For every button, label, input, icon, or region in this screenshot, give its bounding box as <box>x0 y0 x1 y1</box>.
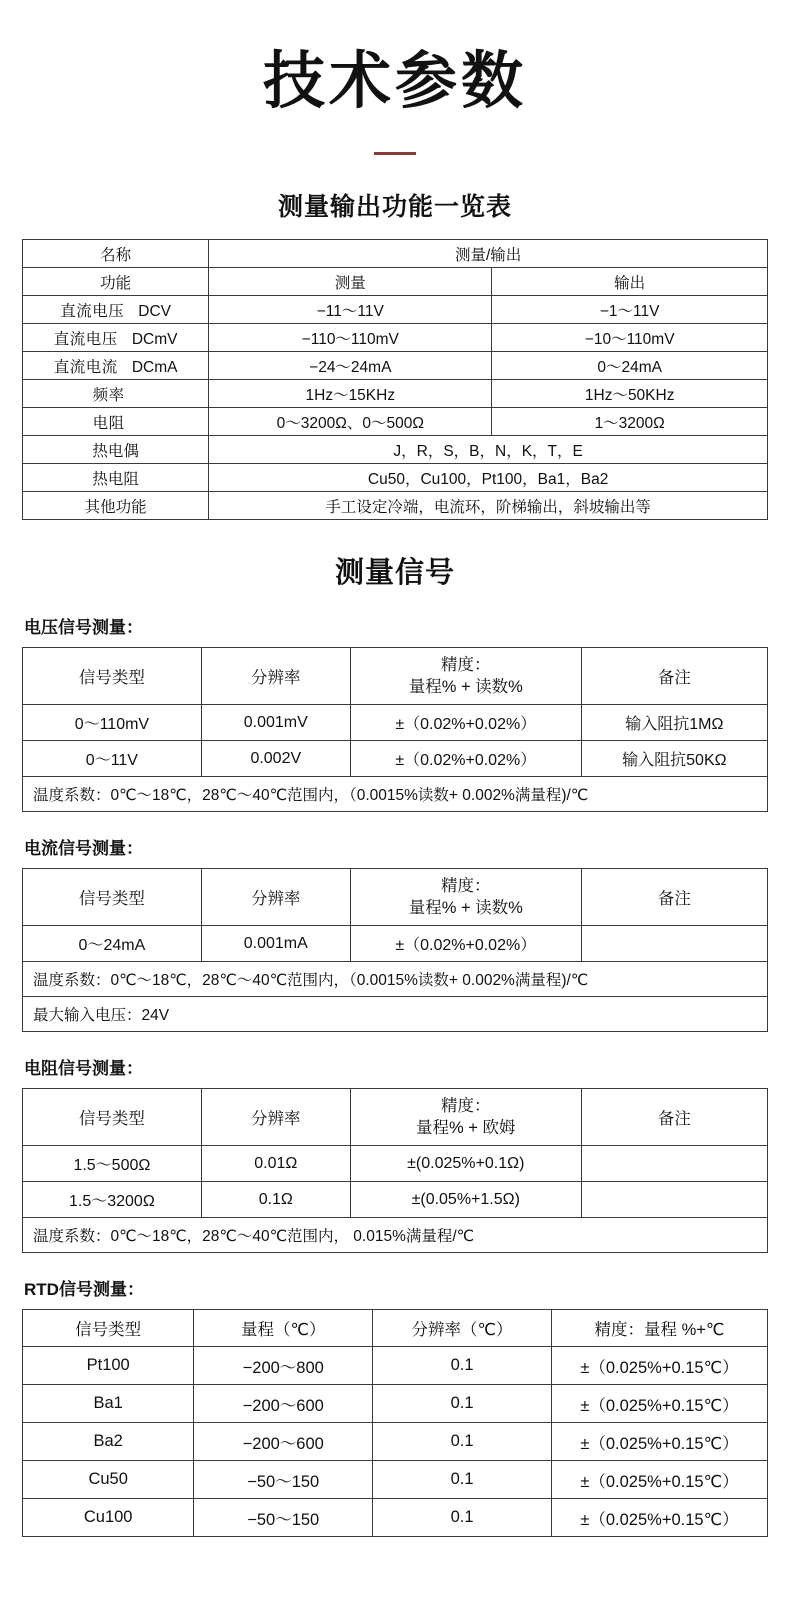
cell-range: −200～600 <box>194 1385 373 1423</box>
cell-resolution: 0.1 <box>373 1499 552 1537</box>
table-row <box>23 741 768 777</box>
overview-header-output: 输出 <box>492 268 768 296</box>
cell-resolution: 0.002V <box>201 741 350 777</box>
overview-heading: 测量输出功能一览表 <box>277 193 512 222</box>
resistance-table <box>22 1088 768 1253</box>
cell-accuracy: ±（0.02%+0.02%） <box>350 705 581 741</box>
cell-signal-type: Cu100 <box>23 1499 194 1537</box>
table-row <box>23 1146 768 1182</box>
signal-section-heading: 测量信号 <box>334 557 455 590</box>
header-accuracy-line2: 量程% + 读数% <box>408 899 523 918</box>
note-temperature-coefficient: 温度系数：0℃～18℃，28℃～40℃范围内，（0.0015%读数+ 0.002%满量程)/℃ <box>23 777 768 812</box>
header-resolution: 分辨率 <box>201 869 350 926</box>
header-remark: 备注 <box>581 648 767 705</box>
cell-accuracy: ±（0.025%+0.15℃） <box>551 1347 767 1385</box>
cell-resolution: 0.1 <box>373 1385 552 1423</box>
table-row <box>23 352 768 380</box>
table-row <box>23 1310 768 1347</box>
cell-remark <box>581 1146 767 1182</box>
table-row <box>23 436 768 464</box>
overview-row-output: −1～11V <box>492 296 768 324</box>
overview-header-name: 名称 <box>23 240 209 268</box>
header-signal-type: 信号类型 <box>23 1089 202 1146</box>
overview-row-name-text: 直流电压 <box>53 330 118 348</box>
overview-header-function: 功能 <box>23 268 209 296</box>
table-row <box>23 648 768 705</box>
header-remark: 备注 <box>581 869 767 926</box>
cell-signal-type: 1.5～500Ω <box>23 1146 202 1182</box>
header-accuracy-line1: 精度： <box>441 876 491 895</box>
table-row <box>23 268 768 296</box>
overview-row-name-text: 频率 <box>92 386 125 404</box>
overview-header-span: 测量/输出 <box>209 240 768 268</box>
header-signal-type: 信号类型 <box>23 869 202 926</box>
cell-accuracy: ±（0.025%+0.15℃） <box>551 1385 767 1423</box>
overview-row-code: DCmA <box>131 358 178 376</box>
table-row <box>23 777 768 812</box>
cell-resolution: 0.1 <box>373 1347 552 1385</box>
cell-resolution: 0.1Ω <box>201 1182 350 1218</box>
header-accuracy: 精度：量程 %+℃ <box>551 1310 767 1347</box>
overview-row-name <box>23 408 209 436</box>
cell-signal-type: Ba1 <box>23 1385 194 1423</box>
overview-row-code: DCV <box>138 302 171 320</box>
cell-range: −50～150 <box>194 1499 373 1537</box>
cell-signal-type: Pt100 <box>23 1347 194 1385</box>
overview-row-name-text: 电阻 <box>92 414 125 432</box>
overview-row-output: −10～110mV <box>492 324 768 352</box>
table-row <box>23 705 768 741</box>
header-accuracy <box>350 869 581 926</box>
table-row <box>23 962 768 997</box>
header-remark: 备注 <box>581 1089 767 1146</box>
rtd-table <box>22 1309 768 1537</box>
header-signal-type: 信号类型 <box>23 1310 194 1347</box>
cell-remark <box>581 926 767 962</box>
header-resolution: 分辨率 <box>201 1089 350 1146</box>
cell-resolution: 0.001mA <box>201 926 350 962</box>
overview-row-name <box>23 296 209 324</box>
cell-signal-type: Ba2 <box>23 1423 194 1461</box>
resistance-label: 电阻信号测量： <box>24 1059 143 1079</box>
table-row <box>23 408 768 436</box>
overview-row-measure: 0～3200Ω、0～500Ω <box>209 408 492 436</box>
overview-row-name <box>23 324 209 352</box>
table-row <box>23 926 768 962</box>
overview-row-name <box>23 380 209 408</box>
table-row <box>23 492 768 520</box>
rtd-label: RTD信号测量： <box>24 1280 144 1300</box>
header-accuracy-line1: 精度： <box>441 655 491 674</box>
overview-row-output: 1～3200Ω <box>492 408 768 436</box>
overview-table <box>22 239 768 520</box>
table-row <box>23 240 768 268</box>
cell-remark <box>581 1182 767 1218</box>
current-table <box>22 868 768 1032</box>
table-row <box>23 1347 768 1385</box>
table-row <box>23 1461 768 1499</box>
cell-signal-type: 0～24mA <box>23 926 202 962</box>
overview-row-value: Cu50，Cu100，Pt100，Ba1，Ba2 <box>209 464 768 492</box>
cell-signal-type: Cu50 <box>23 1461 194 1499</box>
cell-accuracy: ±（0.02%+0.02%） <box>350 926 581 962</box>
cell-range: −200～800 <box>194 1347 373 1385</box>
cell-accuracy: ±（0.025%+0.15℃） <box>551 1423 767 1461</box>
header-accuracy-line1: 精度： <box>441 1096 491 1115</box>
cell-range: −50～150 <box>194 1461 373 1499</box>
header-accuracy-line2: 量程% + 欧姆 <box>416 1119 516 1138</box>
overview-row-value: J，R，S，B，N，K，T，E <box>209 436 768 464</box>
note-temperature-coefficient: 温度系数：0℃～18℃，28℃～40℃范围内， 0.015%满量程/℃ <box>23 1218 768 1253</box>
note-temperature-coefficient: 温度系数：0℃～18℃，28℃～40℃范围内，（0.0015%读数+ 0.002%满量程)/℃ <box>23 962 768 997</box>
overview-row-output: 1Hz～50KHz <box>492 380 768 408</box>
overview-row-name-text: 直流电压 <box>60 302 125 320</box>
cell-accuracy: ±（0.025%+0.15℃） <box>551 1461 767 1499</box>
overview-row-name: 热电偶 <box>23 436 209 464</box>
table-row <box>23 464 768 492</box>
overview-header-measure: 测量 <box>209 268 492 296</box>
overview-row-name: 其他功能 <box>23 492 209 520</box>
cell-accuracy: ±（0.025%+0.15℃） <box>551 1499 767 1537</box>
overview-row-measure: −11～11V <box>209 296 492 324</box>
header-resolution: 分辨率 <box>201 648 350 705</box>
cell-remark: 输入阻抗1MΩ <box>581 705 767 741</box>
current-label: 电流信号测量： <box>24 839 143 859</box>
overview-row-value: 手工设定冷端，电流环，阶梯输出，斜坡输出等 <box>209 492 768 520</box>
table-row <box>23 324 768 352</box>
table-row <box>23 1218 768 1253</box>
table-row <box>23 1089 768 1146</box>
cell-signal-type: 0～110mV <box>23 705 202 741</box>
cell-accuracy: ±(0.05%+1.5Ω) <box>350 1182 581 1218</box>
table-row <box>23 1423 768 1461</box>
cell-signal-type: 1.5～3200Ω <box>23 1182 202 1218</box>
overview-row-measure: −24～24mA <box>209 352 492 380</box>
table-row <box>23 380 768 408</box>
cell-resolution: 0.1 <box>373 1423 552 1461</box>
overview-row-name-text: 直流电流 <box>53 358 118 376</box>
table-row <box>23 1499 768 1537</box>
cell-accuracy: ±（0.02%+0.02%） <box>350 741 581 777</box>
cell-resolution: 0.1 <box>373 1461 552 1499</box>
voltage-table <box>22 647 768 812</box>
header-resolution: 分辨率（℃） <box>373 1310 552 1347</box>
header-range: 量程（℃） <box>194 1310 373 1347</box>
cell-accuracy: ±(0.025%+0.1Ω) <box>350 1146 581 1182</box>
cell-resolution: 0.001mV <box>201 705 350 741</box>
page-title: 技术参数 <box>262 47 527 116</box>
table-row <box>23 296 768 324</box>
table-row <box>23 997 768 1032</box>
note-max-input-voltage: 最大输入电压：24V <box>23 997 768 1032</box>
overview-row-measure: −110～110mV <box>209 324 492 352</box>
header-signal-type: 信号类型 <box>23 648 202 705</box>
overview-row-output: 0～24mA <box>492 352 768 380</box>
cell-remark: 输入阻抗50KΩ <box>581 741 767 777</box>
table-row <box>23 869 768 926</box>
header-accuracy <box>350 648 581 705</box>
header-accuracy-line2: 量程% + 读数% <box>408 678 523 697</box>
cell-range: −200～600 <box>194 1423 373 1461</box>
spec-page <box>0 48 790 1567</box>
overview-row-measure: 1Hz～15KHz <box>209 380 492 408</box>
title-divider <box>374 152 416 155</box>
table-row <box>23 1385 768 1423</box>
bottom-spacer <box>22 1537 768 1567</box>
overview-row-name: 热电阻 <box>23 464 209 492</box>
voltage-label: 电压信号测量： <box>24 618 143 638</box>
table-row <box>23 1182 768 1218</box>
cell-resolution: 0.01Ω <box>201 1146 350 1182</box>
overview-row-name <box>23 352 209 380</box>
header-accuracy <box>350 1089 581 1146</box>
cell-signal-type: 0～11V <box>23 741 202 777</box>
overview-row-code: DCmV <box>131 330 178 348</box>
